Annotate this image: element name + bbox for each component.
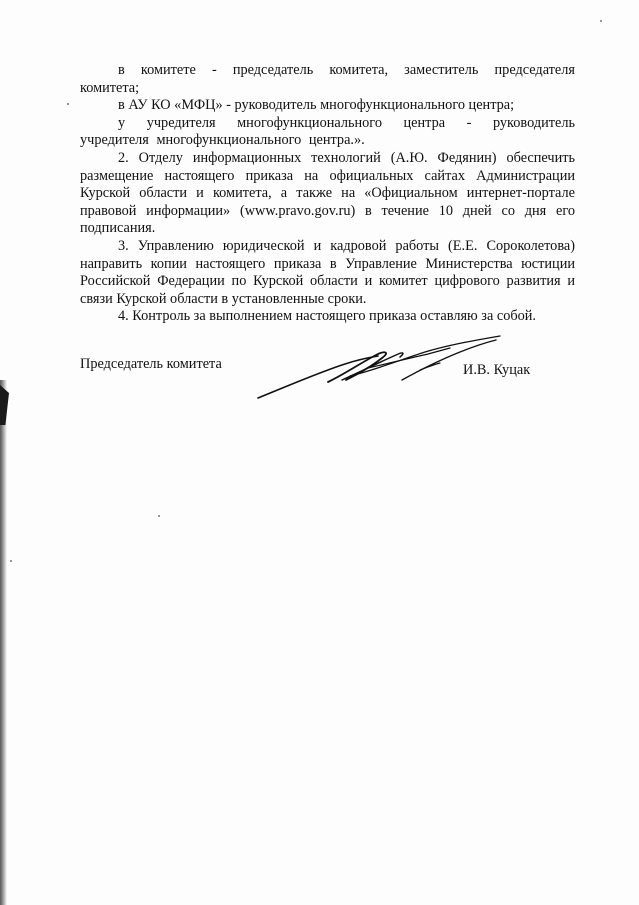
paragraph-item-4: 4. Контроль за выполнением настоящего приказа оставляю за собой.: [118, 308, 537, 325]
handwritten-signature: [250, 330, 530, 405]
scan-speck: [158, 515, 160, 517]
paragraph-item-3: 3. Управлению юридической и кадровой работы (Е.Е. Сороколетова) направить копии настоящего приказа в Управление Министерства юстиции Российской Федерации по Курской области и комитет цифрового развития и связи Курской области в установленные сроки.: [80, 237, 575, 307]
paragraph-item-2: 2. Отделу информационных технологий (А.Ю. Федянин) обеспечить размещение настоящего приказа на официальных сайтах Администрации Курской области и комитета, а также на «Официальном интернет-портале правовой информации» (www.pravo.gov.ru) в течение 10 дней со дня его подписания.: [80, 149, 575, 237]
scan-edge-mark: [0, 385, 9, 425]
scan-speck: [600, 20, 602, 22]
document-body: [80, 62, 575, 326]
position-title: Председатель комитета: [80, 356, 222, 372]
scan-speck: [67, 103, 69, 105]
scan-edge-shadow: [0, 380, 7, 905]
paragraph-committee: в комитете - председатель комитета, заместитель председателя комитета;: [80, 62, 575, 96]
signer-name: И.В. Куцак: [463, 362, 531, 378]
scan-speck: [10, 560, 12, 562]
paragraph-mfc: в АУ КО «МФЦ» - руководитель многофункционального центра;: [118, 97, 515, 114]
paragraph-founder: у учредителя многофункционального центра - руководитель учредителя многофункционального центра.».: [80, 114, 575, 149]
